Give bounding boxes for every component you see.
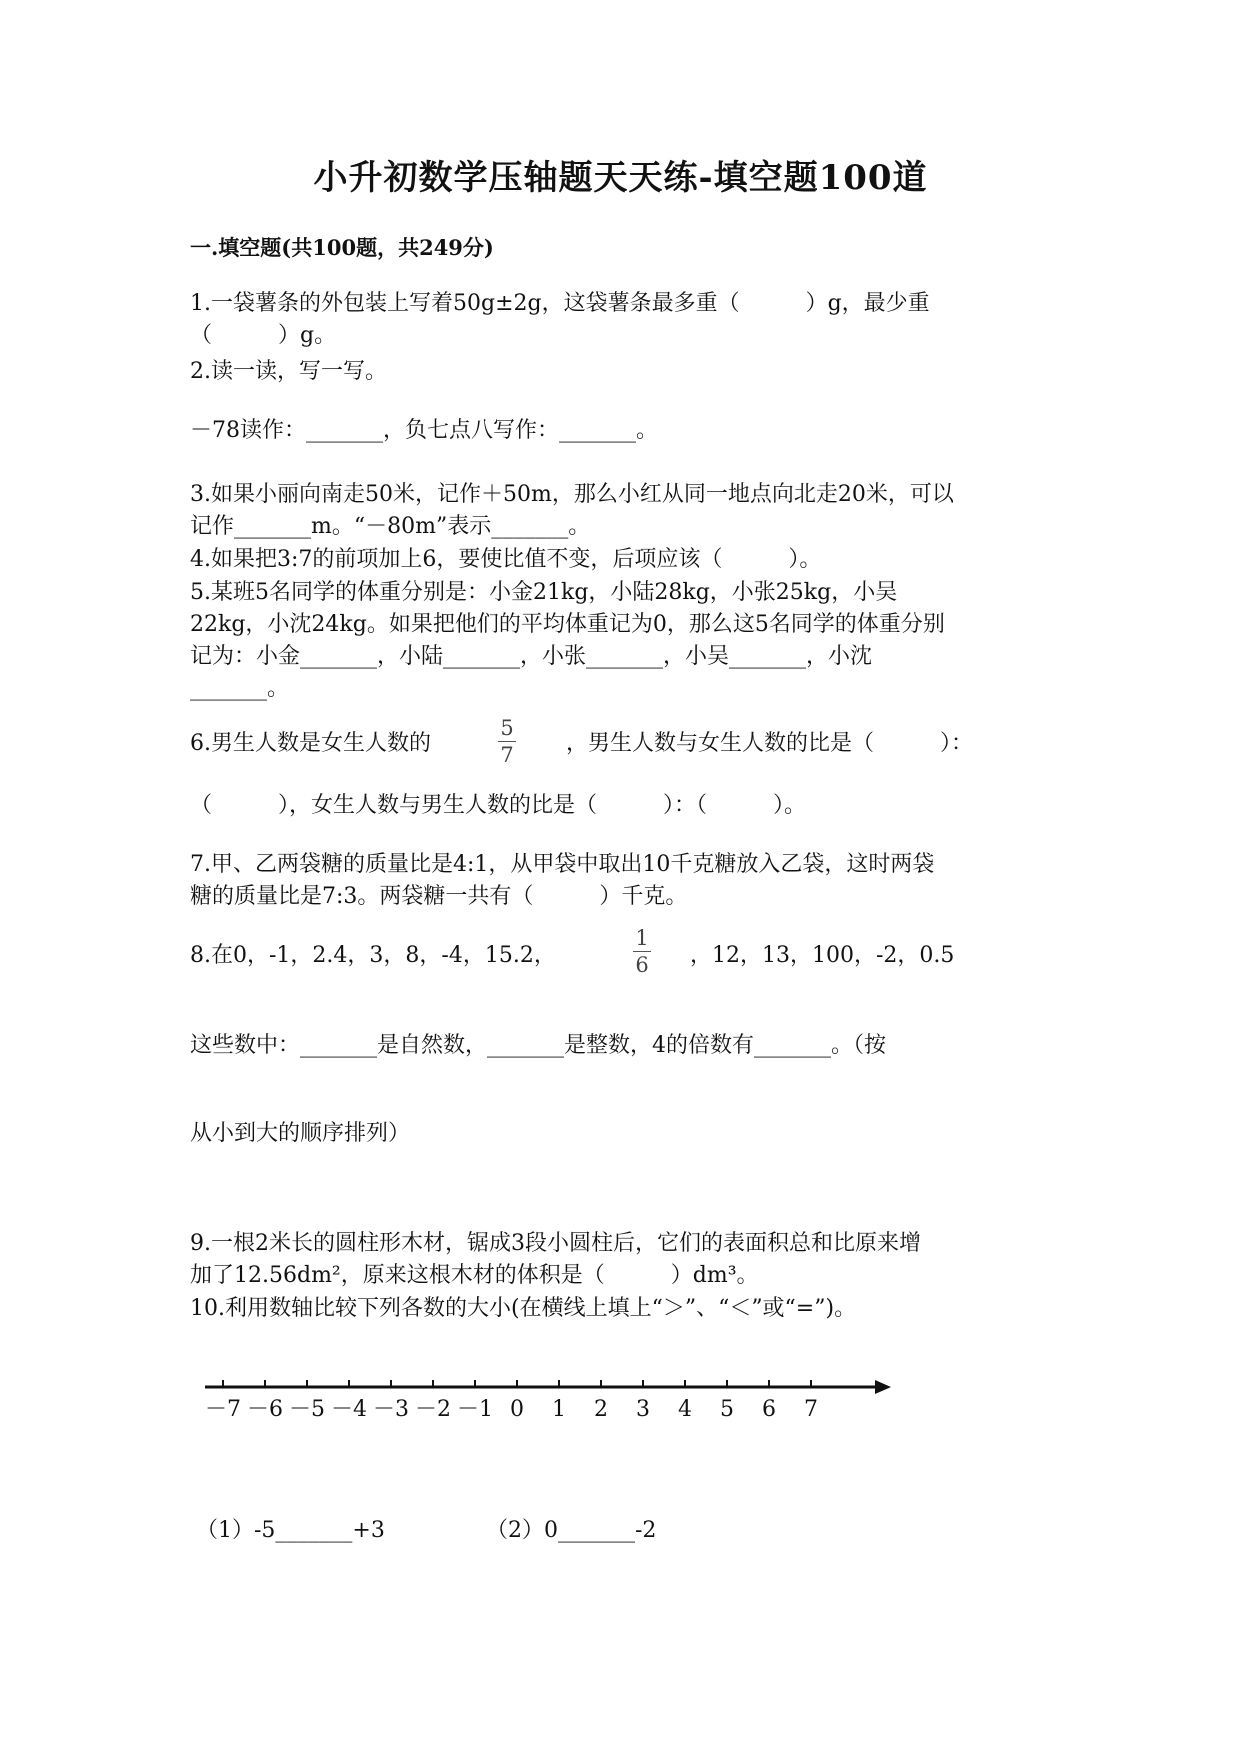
question-5-line-4: _______。: [190, 676, 290, 701]
question-5-line-1: 5.某班5名同学的体重分别是：小金21kg，小陆28kg，小张25kg，小吴: [190, 580, 898, 605]
question-6-line-2: （ ），女生人数与男生人数的比是（ ）：（ ）。: [190, 793, 807, 818]
number-line-labels: [205, 1397, 818, 1422]
number-line-label: 5: [720, 1397, 734, 1422]
number-line-label: 1: [552, 1397, 566, 1422]
number-line-label: 2: [594, 1397, 608, 1422]
fraction-numerator: 5: [500, 716, 514, 740]
question-10-part-2: （2）0_______-2: [486, 1518, 657, 1543]
question-8-line-1-suffix: ，12，13，100，-2，0.5: [690, 943, 955, 968]
question-6-line-1-suffix: ，男生人数与女生人数的比是（ ）：: [566, 731, 974, 756]
fraction-5-7: [492, 716, 522, 767]
fraction-denominator: 6: [635, 953, 649, 977]
number-line-label: 3: [636, 1397, 650, 1422]
question-5-line-3: 记为：小金_______，小陆_______，小张_______，小吴_______，小沈: [190, 644, 873, 669]
number-line-label: －5: [289, 1397, 325, 1422]
question-2-line-1: 2.读一读，写一写。: [190, 359, 387, 384]
fraction-denominator: 7: [500, 743, 514, 767]
question-4-line: 4.如果把3:7的前项加上6，要使比值不变，后项应该（ ）。: [190, 547, 822, 572]
question-3-line-1: 3.如果小丽向南走50米，记作＋50m，那么小红从同一地点向北走20米，可以: [190, 482, 954, 507]
question-2-line-2: －78读作：_______，负七点八写作：_______。: [190, 418, 658, 443]
question-1-line-1: 1.一袋薯条的外包装上写着50g±2g，这袋薯条最多重（ ）g，最少重: [190, 291, 930, 316]
number-line-label: 6: [762, 1397, 776, 1422]
question-10-part-1: （1）-5_______+3: [196, 1518, 385, 1543]
question-8-line-2: 这些数中：_______是自然数，_______是整数，4的倍数有_______。（按: [190, 1033, 886, 1058]
fraction-bar: [633, 951, 651, 952]
number-line-arrow: [875, 1380, 891, 1394]
fraction-numerator: 1: [635, 926, 649, 950]
question-7-line-2: 糖的质量比是7:3。两袋糖一共有（ ）千克。: [190, 884, 688, 909]
number-line-label: 7: [804, 1397, 818, 1422]
number-line-label: －2: [415, 1397, 451, 1422]
page-title: 小升初数学压轴题天天练-填空题100道: [313, 158, 928, 198]
number-line-label: 0: [510, 1397, 524, 1422]
question-8-line-1-prefix: 8.在0，-1，2.4，3，8，-4，15.2，: [190, 943, 556, 968]
number-line-label: －1: [457, 1397, 493, 1422]
number-line-label: 4: [678, 1397, 692, 1422]
question-9-line-1: 9.一根2米长的圆柱形木材，锯成3段小圆柱后，它们的表面积总和比原来增: [190, 1231, 921, 1256]
question-1-line-2: （ ）g。: [190, 323, 337, 348]
number-line-label: －6: [247, 1397, 283, 1422]
question-6-line-1-prefix: 6.男生人数是女生人数的: [190, 731, 431, 756]
fraction-bar: [498, 741, 516, 742]
question-10-line: 10.利用数轴比较下列各数的大小(在横线上填上“＞”、“＜”或“=”)。: [190, 1296, 857, 1321]
section-heading: 一.填空题(共100题，共249分): [190, 235, 494, 260]
number-line-label: －3: [373, 1397, 409, 1422]
number-line-label: －7: [205, 1397, 241, 1422]
fraction-1-6: [627, 926, 657, 977]
number-line-label: －4: [331, 1397, 367, 1422]
question-7-line-1: 7.甲、乙两袋糖的质量比是4:1，从甲袋中取出10千克糖放入乙袋，这时两袋: [190, 852, 935, 877]
question-8-line-3: 从小到大的顺序排列）: [190, 1121, 411, 1146]
question-3-line-2: 记作_______m。“－80m”表示_______。: [190, 514, 591, 539]
question-5-line-2: 22kg，小沈24kg。如果把他们的平均体重记为0，那么这5名同学的体重分别: [190, 612, 945, 637]
question-9-line-2: 加了12.56dm²，原来这根木材的体积是（ ）dm³。: [190, 1263, 759, 1288]
number-line: [195, 1375, 895, 1445]
